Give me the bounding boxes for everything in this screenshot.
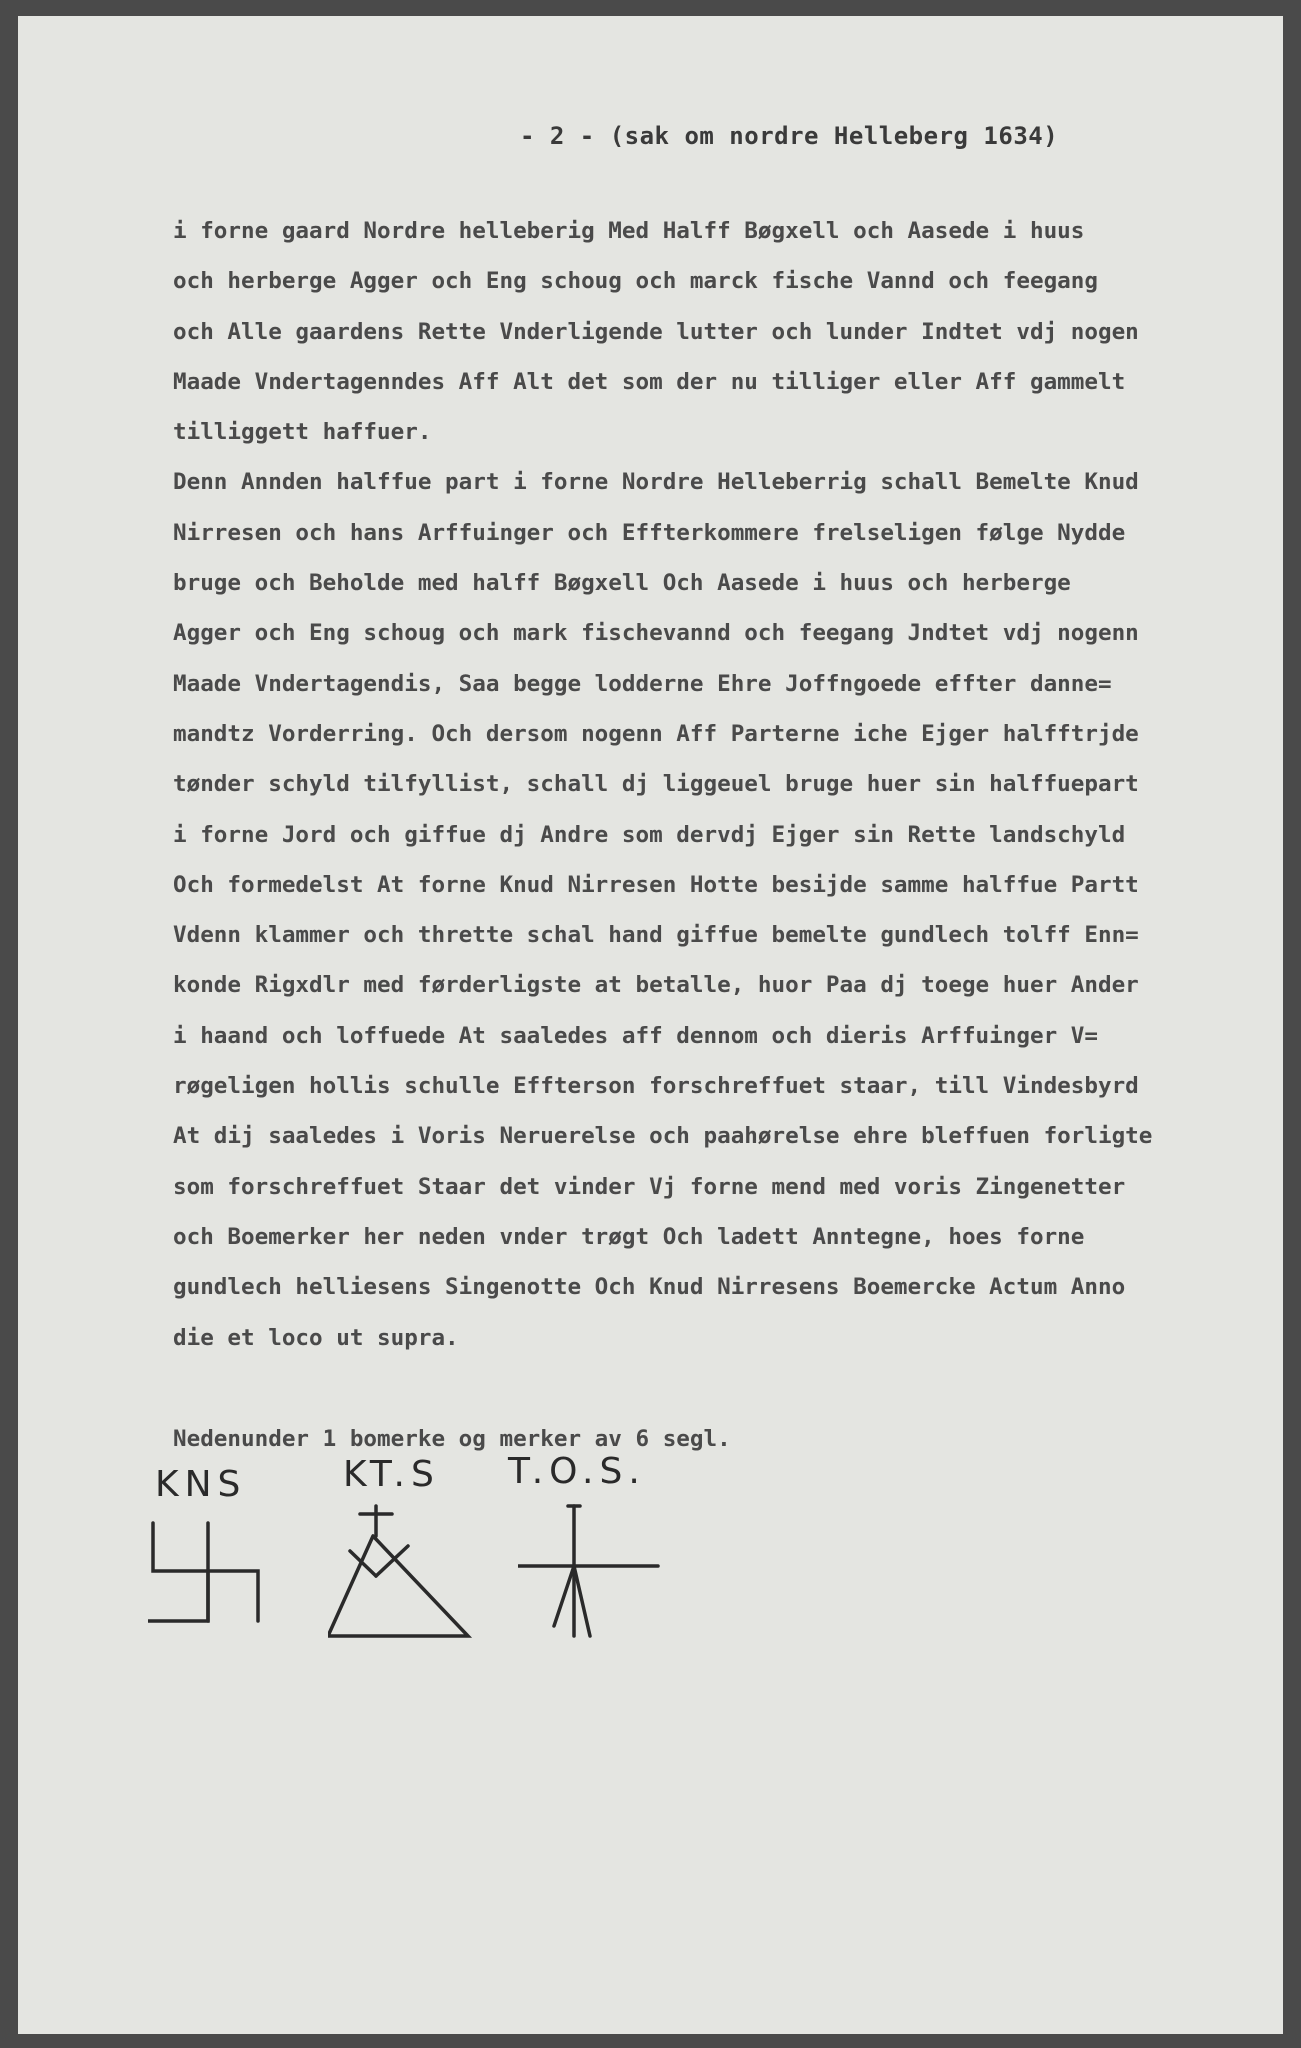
- text-line: røgeligen hollis schulle Effterson forschreffuet staar, till Vindesbyrd: [173, 1073, 1139, 1100]
- kns-housemark-icon: [148, 1521, 278, 1631]
- text-line: At dij saaledes i Voris Neruerelse och paahørelse ehre bleffuen forligte: [173, 1123, 1153, 1150]
- page-header: - 2 - (sak om nordre Helleberg 1634): [520, 122, 1059, 150]
- text-line: Vdenn klammer och thrette schal hand giffue bemelte gundlech tolff Enn=: [173, 922, 1139, 949]
- text-line: i haand och loffuede At saaledes aff dennom och dieris Arffuinger V=: [173, 1022, 1098, 1049]
- mark-label-kns: KNS: [155, 1464, 247, 1505]
- text-line: tønder schyld tilfyllist, schall dj liggeuel bruge huer sin halffuepart: [173, 771, 1139, 798]
- footer-note: Nedenunder 1 bomerke og merker av 6 segl.: [173, 1426, 731, 1452]
- text-line: och herberge Agger och Eng schoug och marck fische Vannd och feegang: [173, 268, 1098, 295]
- text-line: och Boemerker her neden vnder trøgt Och ladett Anntegne, hoes forne: [173, 1223, 1085, 1250]
- text-line: Maade Vndertagenndes Aff Alt det som der nu tilliger eller Aff gammelt: [173, 368, 1126, 395]
- document-body: [173, 206, 1253, 1363]
- mark-label-kts: KT.S: [343, 1454, 440, 1495]
- text-line: bruge och Beholde med halff Bøgxell Och Aasede i huus och herberge: [173, 570, 1071, 597]
- mark-label-tos: T.O.S.: [508, 1451, 646, 1492]
- text-line: tilliggett haffuer.: [173, 419, 432, 446]
- text-line: die et loco ut supra.: [173, 1324, 459, 1351]
- text-line: som forschreffuet Staar det vinder Vj forne mend med voris Zingenetter: [173, 1173, 1126, 1200]
- text-line: Denn Annden halffue part i forne Nordre Helleberrig schall Bemelte Knud: [173, 469, 1139, 496]
- text-line: gundlech helliesens Singenotte Och Knud Nirresens Boemercke Actum Anno: [173, 1274, 1126, 1301]
- text-line: i forne Jord och giffue dj Andre som dervdj Ejger sin Rette landschyld: [173, 821, 1126, 848]
- text-line: och Alle gaardens Rette Vnderligende lutter och lunder Indtet vdj nogen: [173, 318, 1139, 345]
- text-line: Maade Vndertagendis, Saa begge lodderne Ehre Joffngoede effter danne=: [173, 670, 1112, 697]
- text-line: i forne gaard Nordre helleberig Med Halff Bøgxell och Aasede i huus: [173, 218, 1085, 244]
- text-line: Nirresen och hans Arffuinger och Effterkommere frelseligen følge Nydde: [173, 519, 1126, 546]
- document-page: [18, 16, 1283, 2034]
- text-line: Och formedelst At forne Knud Nirresen Hotte besijde samme halffue Partt: [173, 871, 1139, 898]
- tos-housemark-icon: [518, 1496, 678, 1646]
- kts-housemark-icon: [328, 1496, 488, 1646]
- text-line: Agger och Eng schoug och mark fischevannd och feegang Jndtet vdj nogenn: [173, 620, 1139, 647]
- text-line: mandtz Vorderring. Och dersom nogenn Aff Parterne iche Ejger halfftrjde: [173, 720, 1139, 747]
- text-line: konde Rigxdlr med førderligste at betalle, huor Paa dj toege huer Ander: [173, 972, 1139, 999]
